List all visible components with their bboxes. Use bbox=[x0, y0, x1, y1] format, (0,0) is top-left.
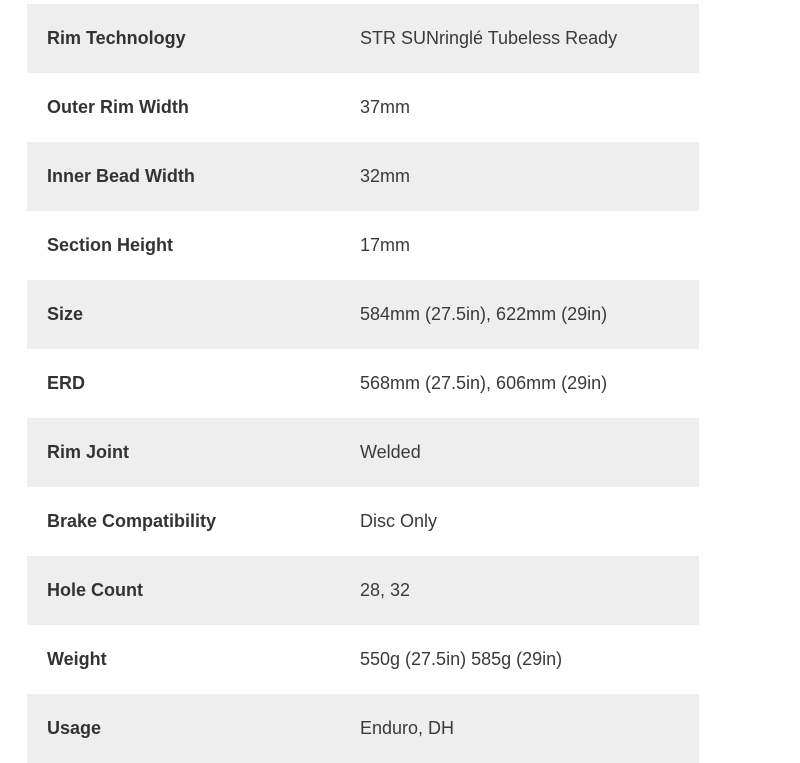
spec-row-outer-rim-width bbox=[27, 73, 699, 142]
spec-row-rim-technology bbox=[27, 4, 699, 73]
spec-row-section-height bbox=[27, 211, 699, 280]
spec-label: Weight bbox=[47, 649, 107, 669]
spec-value: Welded bbox=[360, 442, 421, 462]
spec-value: 584mm (27.5in), 622mm (29in) bbox=[360, 304, 608, 324]
spec-label: Brake Compatibility bbox=[47, 511, 217, 531]
spec-label: Usage bbox=[47, 718, 102, 738]
spec-row-rim-joint bbox=[27, 418, 699, 487]
spec-row-size bbox=[27, 280, 699, 349]
spec-label: ERD bbox=[47, 373, 86, 393]
spec-value: 37mm bbox=[360, 97, 411, 117]
spec-value: STR SUNringlé Tubeless Ready bbox=[360, 28, 618, 48]
spec-value: Enduro, DH bbox=[360, 718, 455, 738]
spec-row-usage bbox=[27, 694, 699, 763]
spec-value: 550g (27.5in) 585g (29in) bbox=[360, 649, 563, 669]
spec-row-weight bbox=[27, 625, 699, 694]
spec-value: 568mm (27.5in), 606mm (29in) bbox=[360, 373, 608, 393]
spec-label: Hole Count bbox=[47, 580, 143, 600]
spec-value: 32mm bbox=[360, 166, 411, 186]
spec-label: Outer Rim Width bbox=[47, 97, 189, 117]
spec-row-inner-bead-width bbox=[27, 142, 699, 211]
spec-row-erd bbox=[27, 349, 699, 418]
spec-value: Disc Only bbox=[360, 511, 438, 531]
spec-value: 17mm bbox=[360, 235, 411, 255]
spec-value: 28, 32 bbox=[360, 580, 411, 600]
spec-row-hole-count bbox=[27, 556, 699, 625]
spec-label: Section Height bbox=[47, 235, 174, 255]
spec-label: Size bbox=[47, 304, 84, 324]
spec-label: Rim Joint bbox=[47, 442, 130, 462]
spec-label: Rim Technology bbox=[47, 28, 186, 48]
spec-label: Inner Bead Width bbox=[47, 166, 195, 186]
spec-row-brake-compatibility bbox=[27, 487, 699, 556]
specifications-table bbox=[27, 4, 699, 763]
